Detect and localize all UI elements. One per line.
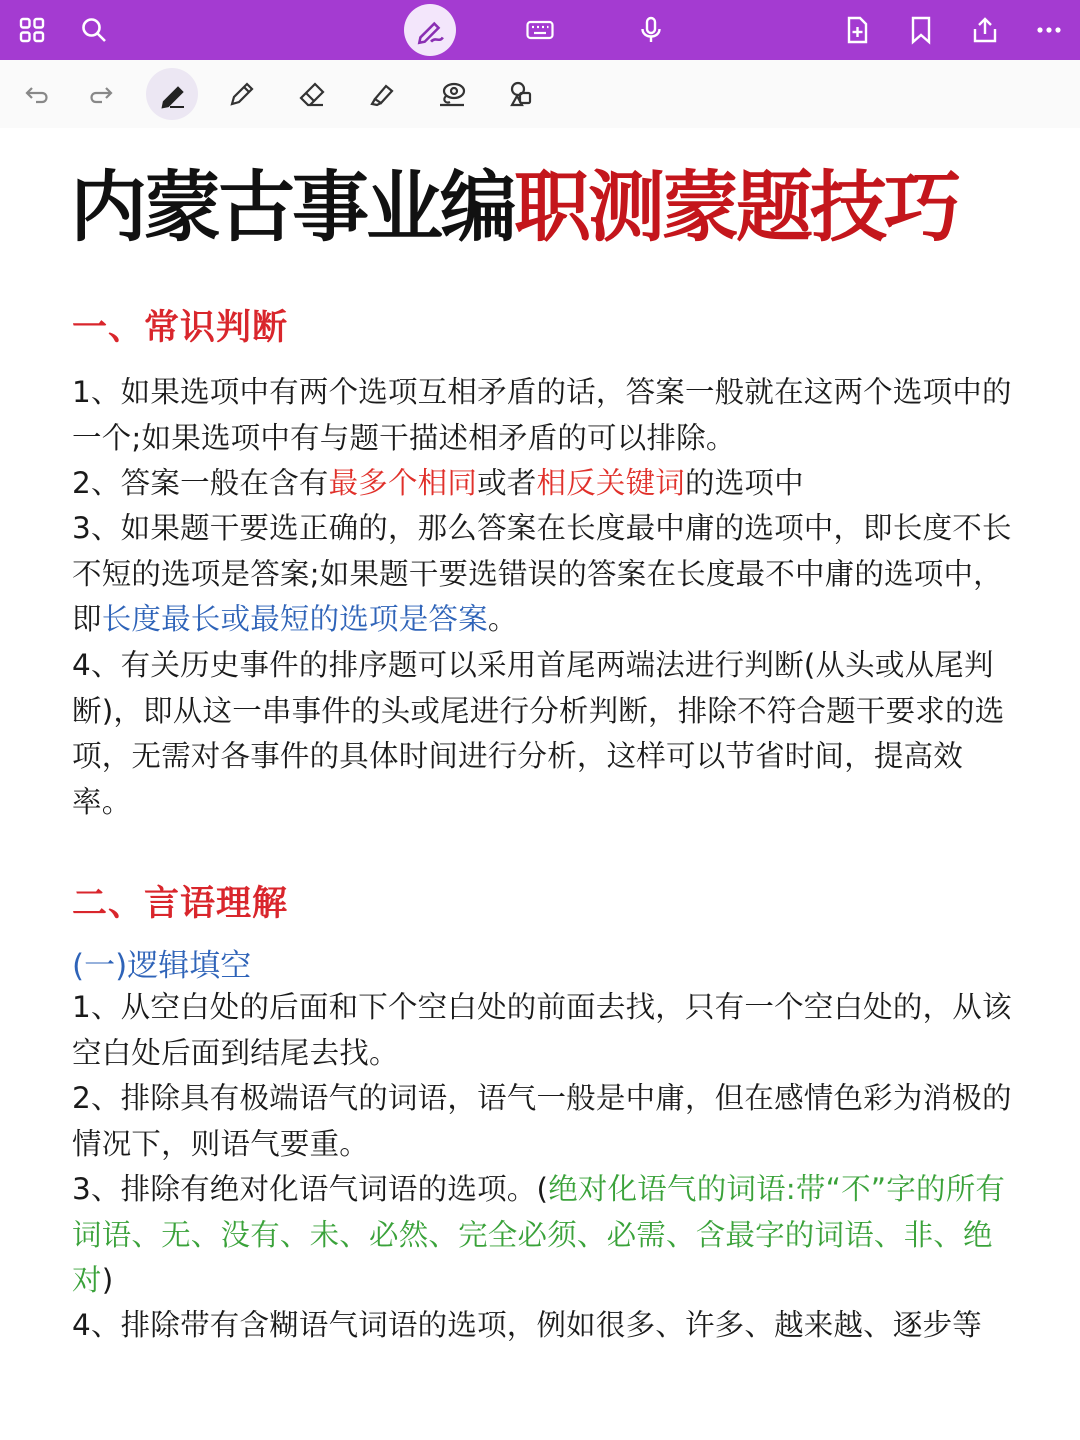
page-title [70,162,958,254]
s1-p3-highlight: 长度最长或最短的选项是答案 [101,602,488,636]
s1-p2-highlight-2: 相反关键词 [536,466,686,500]
s1-paragraph-2 [72,461,1012,507]
section-heading-general-knowledge: 一、常识判断 [72,308,289,348]
eraser-icon[interactable] [292,74,332,114]
s2-paragraph-1: 1、从空白处的后面和下个空白处的前面去找，只有一个空白处的，从该空白处后面到结尾去找。 [72,990,1012,1070]
drawing-toolbar [0,60,1080,128]
top-toolbar [0,0,1080,60]
share-icon[interactable] [965,10,1005,50]
subheading-logical-fill: (一)逻辑填空 [72,948,252,984]
add-page-icon[interactable] [837,10,877,50]
redo-icon[interactable] [80,74,120,114]
s1-paragraph-3 [72,506,1012,643]
s2-paragraph-3 [72,1167,1012,1304]
pen-icon[interactable] [152,74,192,114]
s2-p3-highlight: 绝对化语气的词语:带“不”字的所有词语、无、没有、未、必然、完全必须、必需、含最字的词语、非、绝对 [72,1172,1006,1297]
s1-p2-text-a: 2、答案一般在含有 [72,466,329,500]
pen-mode-button[interactable] [404,4,456,56]
lasso-icon[interactable] [432,74,472,114]
title-black: 内蒙古事业编 [70,163,514,253]
s1-paragraph-1: 1、如果选项中有两个选项互相矛盾的话，答案一般就在这两个选项中的一个;如果选项中有与题干描述相矛盾的可以排除。 [72,375,1012,455]
s1-p2-text-c: 的选项中 [685,466,804,500]
microphone-icon[interactable] [631,10,671,50]
s1-p3-text-a: 3、如果题干要选正确的，那么答案在长度最中庸的选项中，即长度不长不短的选项是答案;如果题干要选错误的答案在长度最不中庸的选项中，即 [72,511,1012,636]
s1-p2-text-b: 或者 [477,466,537,500]
s2-paragraph-2: 2、排除具有极端语气的词语，语气一般是中庸，但在感情色彩为消极的情况下，则语气要重。 [72,1081,1012,1161]
title-red: 职测蒙题技巧 [514,163,958,253]
shapes-icon[interactable] [502,74,542,114]
s2-paragraph-4: 4、排除带有含糊语气词语的选项，例如很多、许多、越来越、逐步等 [72,1308,982,1342]
s2-p3-text-b: ) [101,1263,114,1297]
grid-icon[interactable] [12,10,52,50]
s1-paragraph-4: 4、有关历史事件的排序题可以采用首尾两端法进行判断(从头或从尾判断)，即从这一串事件的头或尾进行分析判断，排除不符合题干要求的选项，无需对各事件的具体时间进行分析，这样可以节省时间，提高效率。 [72,648,1005,819]
s1-p3-text-b: 。 [487,602,518,636]
bookmark-icon[interactable] [901,10,941,50]
s1-p2-highlight-1: 最多个相同 [328,466,478,500]
highlighter-icon[interactable] [362,74,402,114]
search-icon[interactable] [74,10,114,50]
s2-p3-text-a: 3、排除有绝对化语气词语的选项。( [72,1172,549,1206]
section-heading-verbal-comprehension: 二、言语理解 [72,884,289,924]
pen-mode-icon [414,14,446,46]
more-icon[interactable] [1029,10,1069,50]
pencil-icon[interactable] [222,74,262,114]
undo-icon[interactable] [18,74,58,114]
keyboard-icon[interactable] [520,10,560,50]
